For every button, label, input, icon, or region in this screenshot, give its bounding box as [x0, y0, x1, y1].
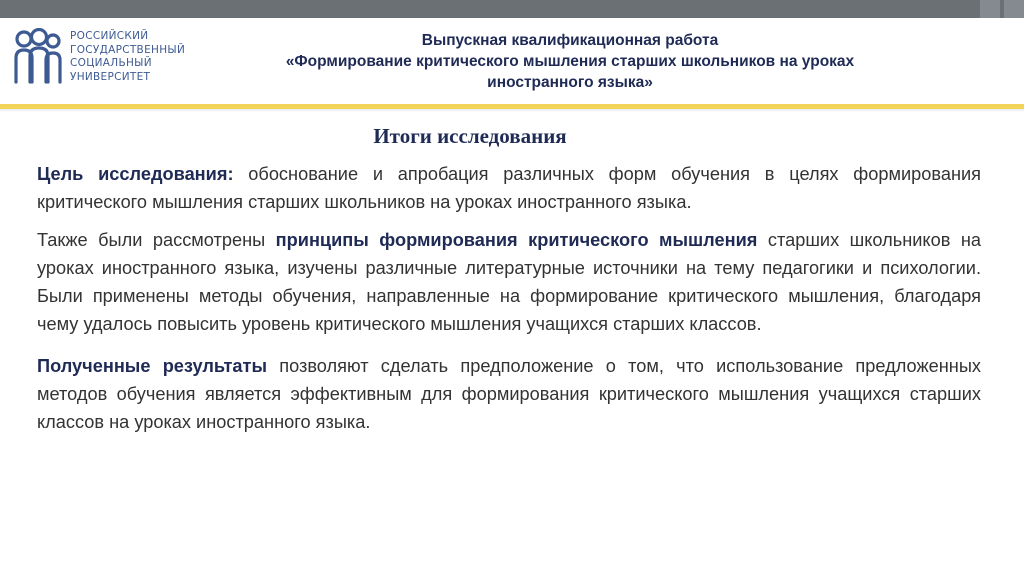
top-bar-segment: [1004, 0, 1024, 18]
paragraph-goal: [37, 160, 981, 216]
paragraph-text: позволяют сделать предположение о том, что использование предложенных методов обучения является эффективным для формирования критического мышления учащихся старших классов на уроках иностранного языка.: [37, 356, 981, 432]
logo-line: РОССИЙСКИЙ: [70, 30, 149, 42]
section-title: Итоги исследования: [373, 124, 567, 148]
header-title-line: Выпускная квалификационная работа: [421, 32, 719, 49]
paragraph-lead: Полученные результаты: [37, 356, 267, 376]
header-shadow: [0, 109, 1024, 112]
paragraph-text: обоснование и апробация различных форм обучения в целях формирования критического мышления старших школьников на уроках иностранного языка.: [37, 164, 981, 212]
logo-text: [70, 30, 185, 84]
header-title-line: иностранного языка»: [487, 74, 653, 91]
paragraph-text: старших школьников на уроках иностранного языка, изучены различные литературные источники на тему педагогики и психологии. Были применены методы обучения, направленные на формирование критического мышления, благодаря чему удалось повысить уровень критического мышления учащихся старших классов.: [37, 230, 981, 334]
university-logo: [10, 28, 200, 88]
paragraph-text: Также были рассмотрены: [37, 230, 276, 250]
logo-line: СОЦИАЛЬНЫЙ: [70, 57, 152, 69]
logo-line: УНИВЕРСИТЕТ: [70, 70, 151, 83]
people-icon: [10, 28, 66, 86]
content-body: [37, 160, 981, 436]
top-bar: [0, 0, 1024, 18]
paragraph-lead: Цель исследования:: [37, 164, 234, 184]
header-title: [210, 30, 930, 93]
header-title-line: «Формирование критического мышления старших школьников на уроках: [285, 53, 855, 70]
paragraph-results: [37, 352, 981, 436]
logo-line: ГОСУДАРСТВЕННЫЙ: [70, 43, 186, 56]
paragraph-principles: [37, 226, 981, 338]
top-bar-segment: [980, 0, 1000, 18]
paragraph-bold: принципы формирования критического мышления: [275, 230, 758, 250]
